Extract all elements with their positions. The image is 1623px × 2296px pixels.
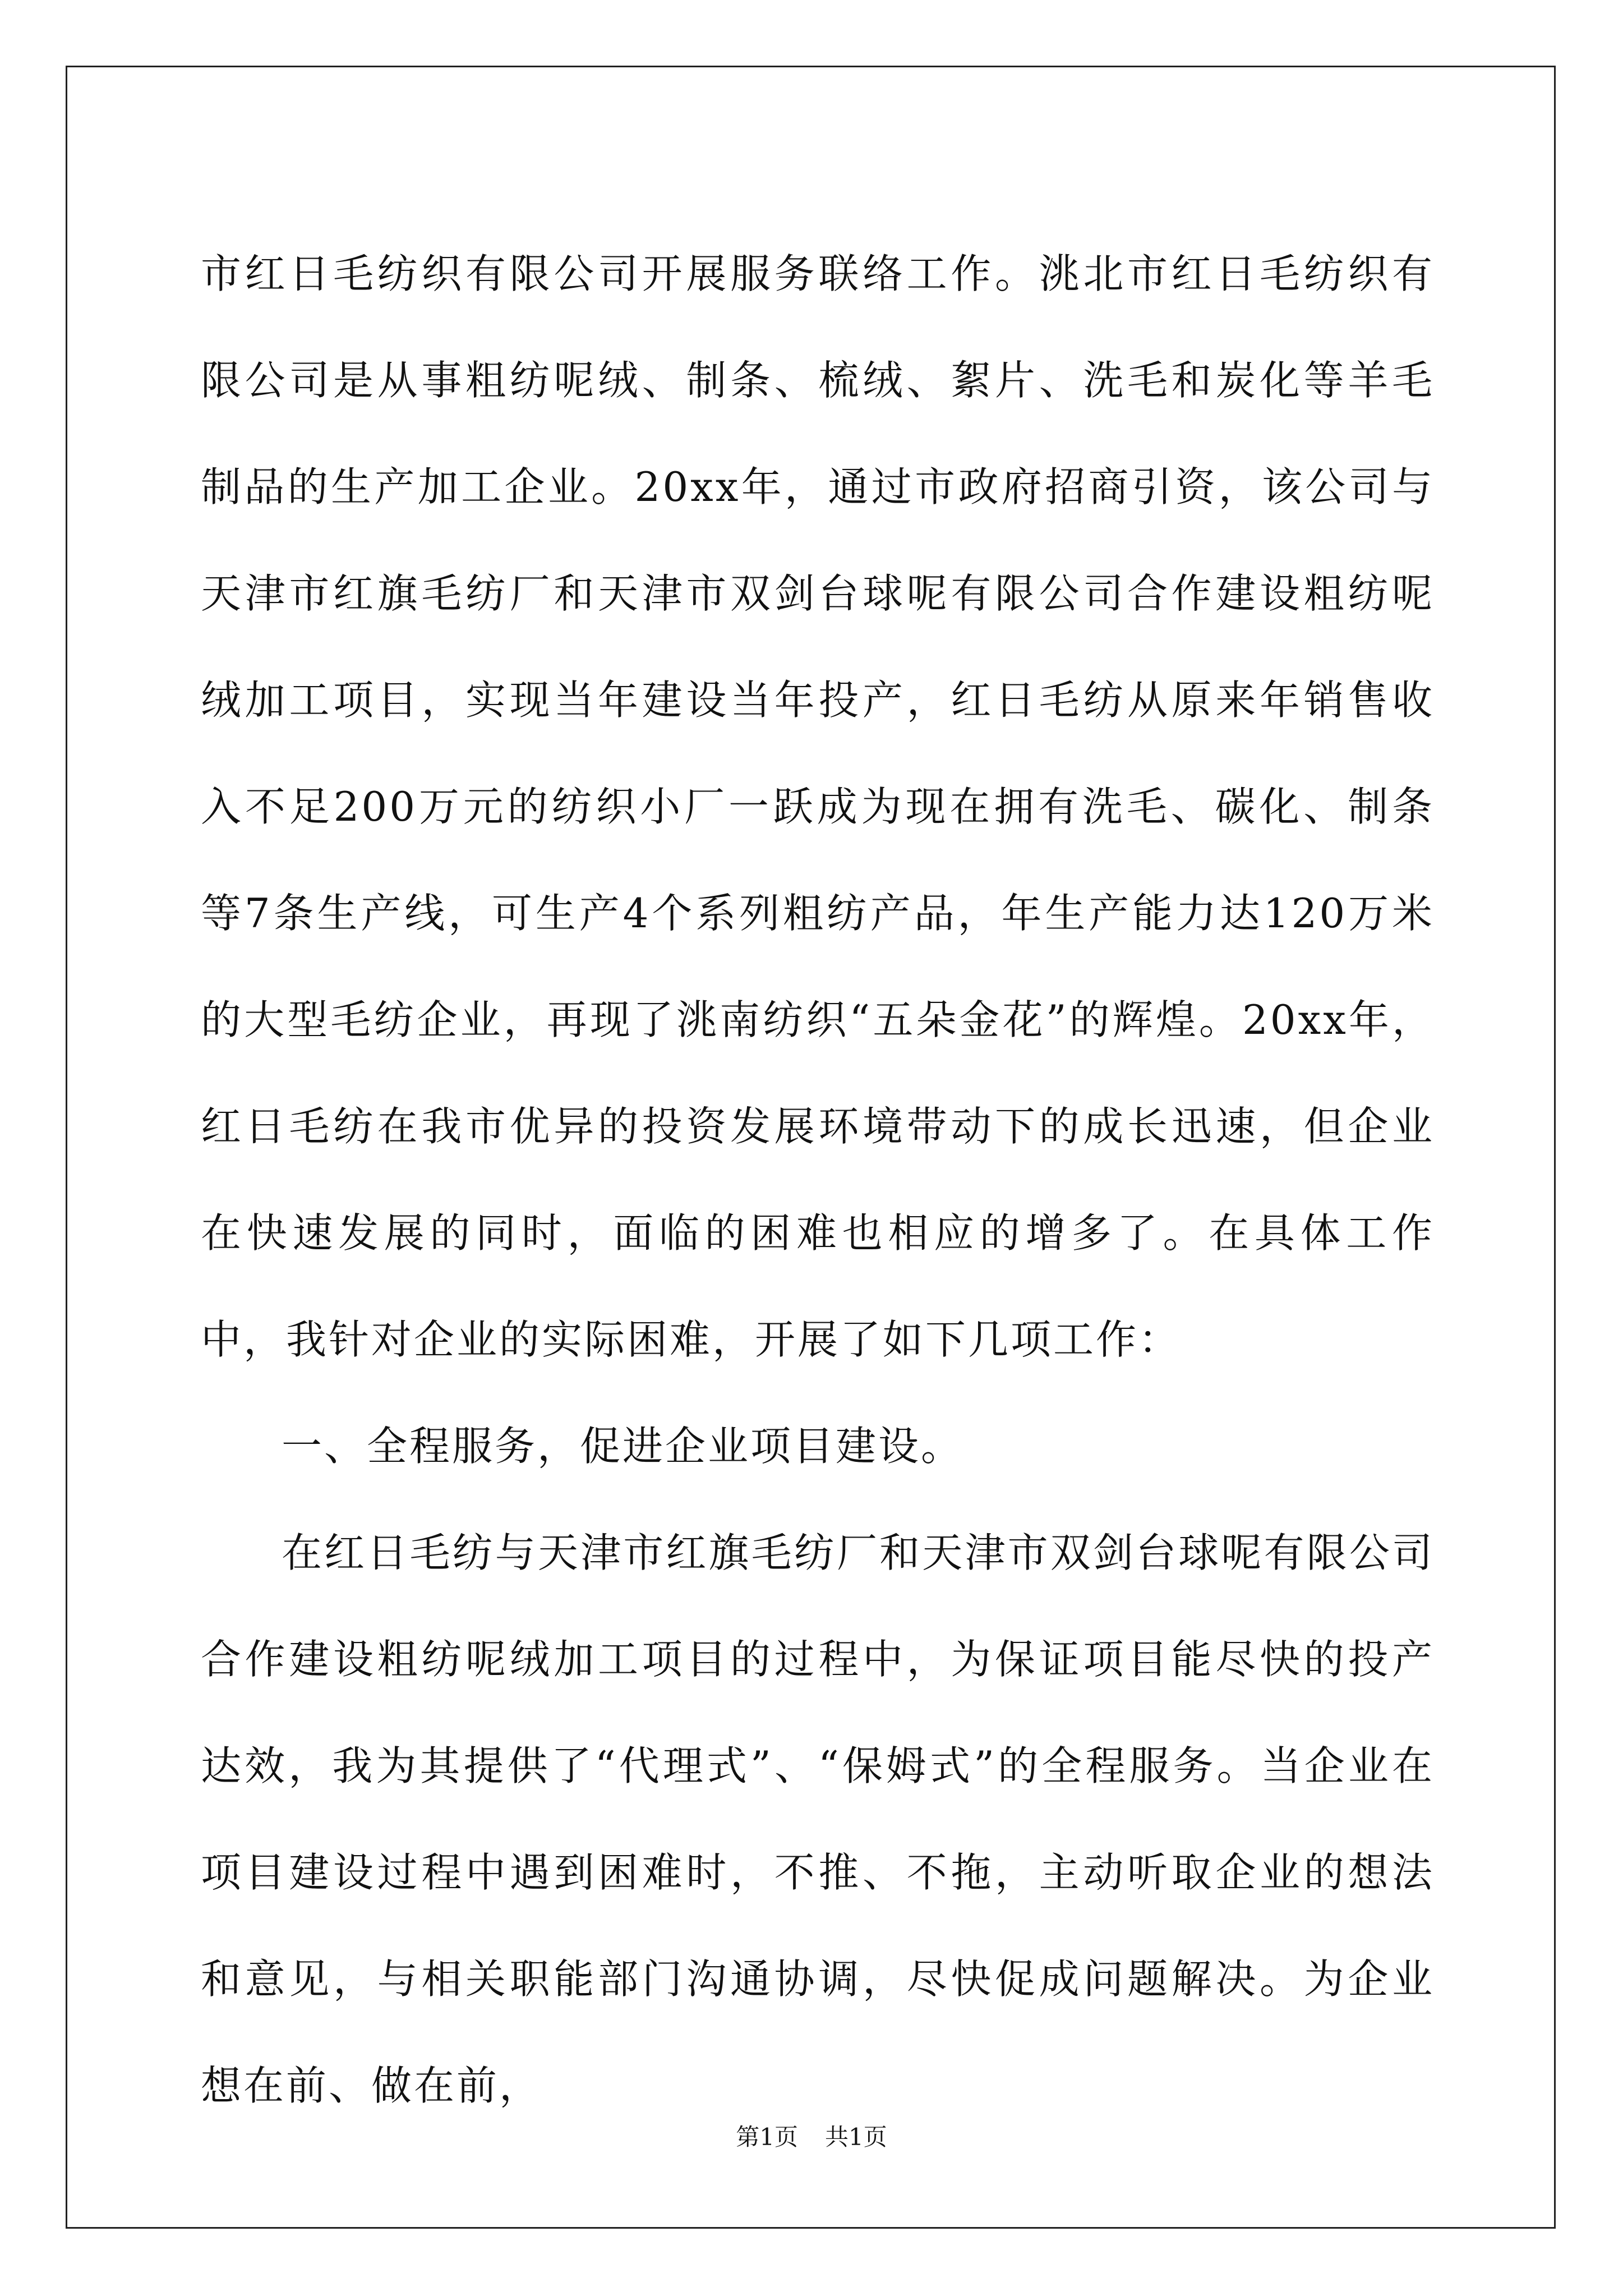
page-footer xyxy=(0,2120,1623,2154)
document-body xyxy=(201,220,1435,2139)
paragraph-intro: 市红日毛纺织有限公司开展服务联络工作。洮北市红日毛纺织有限公司是从事粗纺呢绒、制条、梳绒、絮片、洗毛和炭化等羊毛制品的生产加工企业。20xx年，通过市政府招商引资，该公司与天津市红旗毛纺厂和天津市双剑台球呢有限公司合作建设粗纺呢绒加工项目，实现当年建设当年投产，红日毛纺从原来年销售收入不足200万元的纺织小厂一跃成为现在拥有洗毛、碳化、制条等7条生产线，可生产4个系列粗纺产品，年生产能力达120万米的大型毛纺企业，再现了洮南纺织“五朵金花”的辉煌。20xx年，红日毛纺在我市优异的投资发展环境带动下的成长迅速，但企业在快速发展的同时，面临的困难也相应的增多了。在具体工作中，我针对企业的实际困难，开展了如下几项工作： xyxy=(201,250,1435,1363)
paragraph-section-1: 在红日毛纺与天津市红旗毛纺厂和天津市双剑台球呢有限公司合作建设粗纺呢绒加工项目的过程中，为保证项目能尽快的投产达效，我为其提供了“代理式”、“保姆式”的全程服务。当企业在项目建设过程中遇到困难时，不推、不拖，主动听取企业的想法和意见，与相关职能部门沟通协调，尽快促成问题解决。为企业想在前、做在前， xyxy=(201,1529,1435,2109)
page-total: 共1页 xyxy=(825,2123,887,2151)
section-heading-1: 一、全程服务，促进企业项目建设。 xyxy=(282,1423,964,1470)
page-number: 第1页 xyxy=(736,2123,798,2151)
